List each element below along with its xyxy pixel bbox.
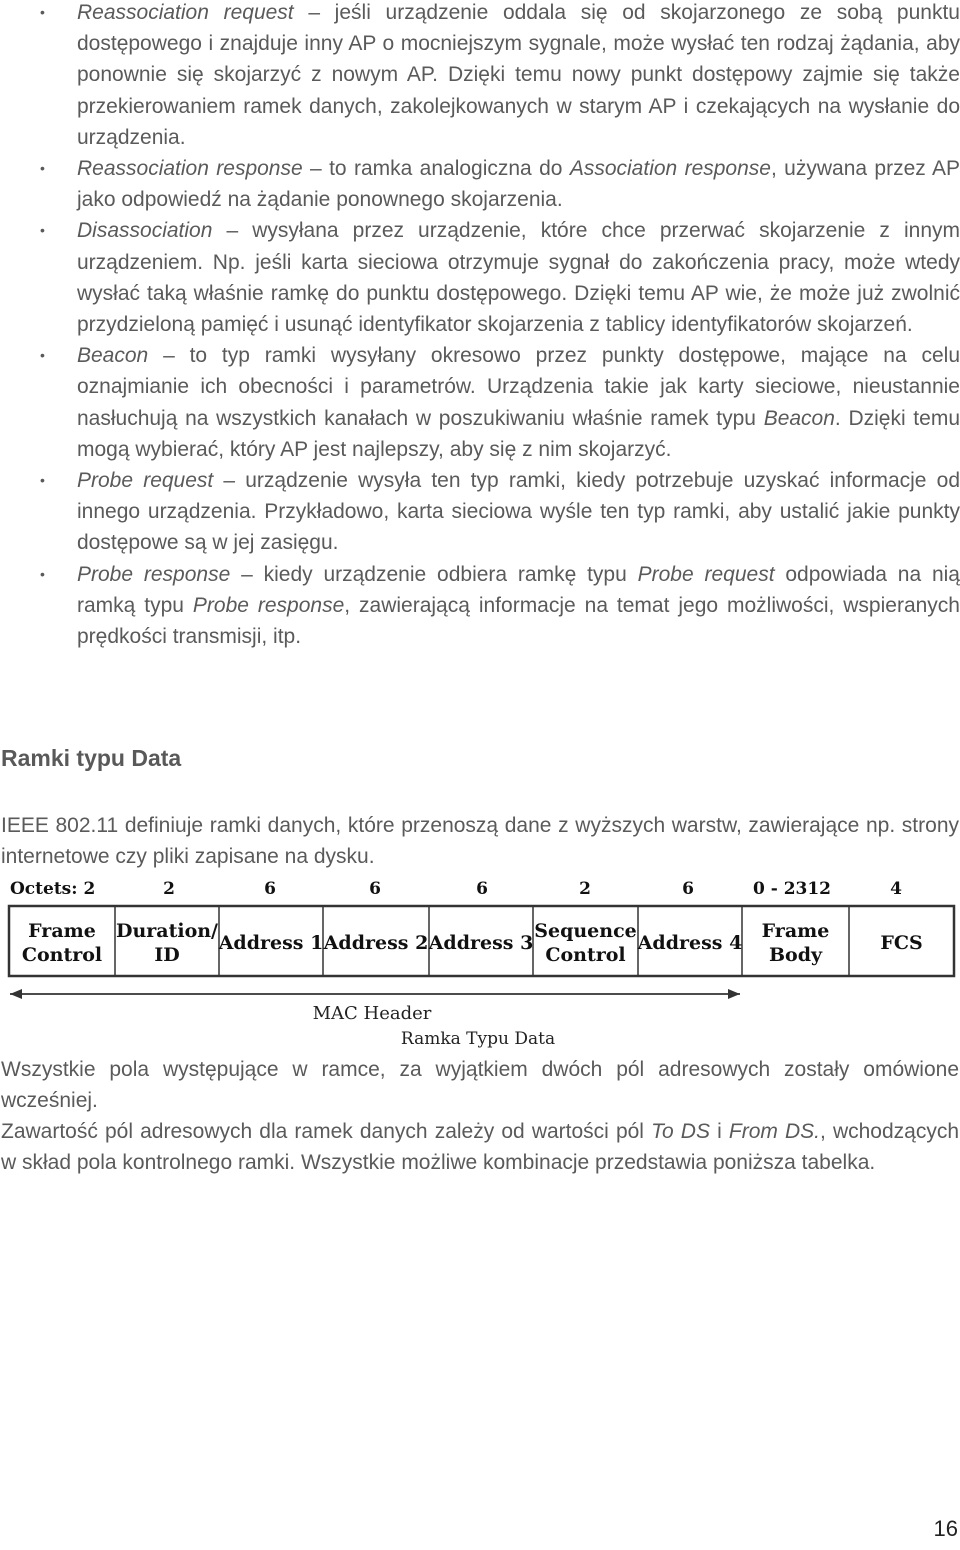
text-run: i xyxy=(709,1120,729,1143)
octet-size: 6 xyxy=(264,879,276,899)
arrow-right-icon xyxy=(728,989,740,999)
diagram-caption: Ramka Typu Data xyxy=(400,1029,556,1049)
frame-field-line: ID xyxy=(154,944,180,966)
term: Reassociation response xyxy=(77,157,303,181)
mac-header-label: MAC Header xyxy=(312,1003,432,1024)
definition: – kiedy urządzenie odbiera ramkę typu xyxy=(230,562,638,586)
frame-field: FCS xyxy=(880,932,923,954)
bullet-icon: • xyxy=(40,472,45,489)
text-run: Zawartość pól adresowych dla ramek danych zależy od wartości pól xyxy=(1,1120,652,1143)
bullet-icon: • xyxy=(40,160,45,177)
paragraph: Wszystkie pola występujące w ramce, za wyjątkiem dwóch pól adresowych zostały omówione wcześniej. xyxy=(1,1058,959,1112)
term: Beacon xyxy=(77,344,149,368)
term: Beacon xyxy=(763,406,835,430)
term: Probe request xyxy=(77,469,214,493)
definition: – jeśli urządzenie oddala się od skojarzonego ze sobą punktu dostępowego i znajduje inny AP o mocniejszym sygnale, może wysłać ten rodzaj żądania, aby ponownie się skojarzyć z nowym AP. Dzięki temu nowy punkt dostępowy zajmie się także przekierowaniem ramek danych, zakolejkowanych w starym AP i czekających na wysłanie do urządzenia. xyxy=(77,1,960,149)
term: From DS. xyxy=(728,1120,820,1143)
term: Probe response xyxy=(192,593,345,617)
octet-size: 4 xyxy=(890,879,902,899)
definition: , zawierającą informacje na temat jego możliwości, wspieranych prędkości transmisji, itp. xyxy=(77,593,960,649)
octet-size: 6 xyxy=(682,879,694,899)
frame-field-line: Frame xyxy=(761,920,830,942)
definition: – wysyłana przez urządzenie, które chce przerwać skojarzenie z innym urządzeniem. Np. jeśli karta sieciowa otrzymuje sygnał do zakończenia pracy, może wtedy wysłać taką właśnie ramkę do punktu dostępowego. Dzięki temu AP wie, że może już zwolnić przydzieloną pamięć i usunąć identyfikator skojarzenia z tablicy identyfikatorów skojarzeń. xyxy=(77,219,960,337)
definition: – urządzenie wysyła ten typ ramki, kiedy potrzebuje uzyskać informacje od innego urządzenia. Przykładowo, karta sieciowa wyśle ten typ ramki, aby ustalić jakie punkty dostępowe są w jej zasięgu. xyxy=(77,469,960,555)
term: Disassociation xyxy=(77,219,213,243)
definition: odpowiada na nią ramką typu xyxy=(77,562,960,617)
paragraph xyxy=(1,1116,959,1178)
frame-field: Address 4 xyxy=(637,932,743,954)
frame-field-line: Frame xyxy=(28,920,96,942)
bullet-icon: • xyxy=(40,222,45,239)
list-item xyxy=(0,215,960,340)
definition: – to typ ramki wysyłany okresowo przez punkty dostępowe, mające na celu oznajmianie ich obecności i parametrów. Urządzenia takie jak karty sieciowe, nieustannie nasłuchują na wszystkich kanałach w poszukiwaniu właśnie ramek typu xyxy=(77,344,960,430)
octet-size: 6 xyxy=(369,879,381,899)
octets-label: Octets: 2 xyxy=(10,879,96,899)
definition: , używana przez AP jako odpowiedź na żądanie ponownego skojarzenia. xyxy=(77,157,960,212)
octet-size: 2 xyxy=(579,879,591,899)
list-item xyxy=(0,340,960,465)
bullet-icon: • xyxy=(40,347,45,364)
octets-row xyxy=(10,879,902,899)
text-run: , wchodzących w skład pola kontrolnego ramki. Wszystkie możliwe kombinacje przedstawia poniższa tabelka. xyxy=(1,1120,960,1174)
list-item xyxy=(0,465,960,559)
list-item xyxy=(0,153,960,215)
frame-field-line: Sequence xyxy=(534,920,637,942)
definition: – to ramka analogiczna do xyxy=(302,157,570,181)
frame-field: Address 3 xyxy=(428,932,534,954)
frame-field-line: Duration/ xyxy=(115,920,219,942)
term: Reassociation request xyxy=(77,1,294,24)
frame-field-line: Control xyxy=(545,944,626,966)
term: Probe request xyxy=(637,562,775,586)
octet-size: 6 xyxy=(476,879,488,899)
term: Association response xyxy=(569,157,771,181)
page-number: 16 xyxy=(933,1516,958,1541)
octet-size: 2 xyxy=(163,879,175,899)
frame-field: Address 1 xyxy=(218,932,324,954)
bullet-icon: • xyxy=(40,4,45,20)
list-item xyxy=(0,559,960,653)
arrow-left-icon xyxy=(10,989,22,999)
octet-size: 0 - 2312 xyxy=(752,879,832,899)
frame-field-line: Body xyxy=(768,944,823,966)
term: To DS xyxy=(651,1120,710,1143)
section-heading: Ramki typu Data xyxy=(1,745,182,771)
bullet-icon: • xyxy=(40,565,45,582)
list-item xyxy=(0,0,960,153)
management-frame-list xyxy=(0,0,960,655)
frame-field-line: Control xyxy=(21,944,103,966)
frame-field: Address 2 xyxy=(323,932,429,954)
intro-paragraph: IEEE 802.11 definiuje ramki danych, które przenoszą dane z wyższych warstw, zawierające np. strony internetowe czy pliki zapisane na dysku. xyxy=(1,814,959,868)
definition: . Dzięki temu mogą wybierać, który AP jest najlepszy, aby się z nim skojarzyć. xyxy=(77,406,960,461)
data-frame-diagram xyxy=(0,872,960,1052)
term: Probe response xyxy=(77,562,231,586)
